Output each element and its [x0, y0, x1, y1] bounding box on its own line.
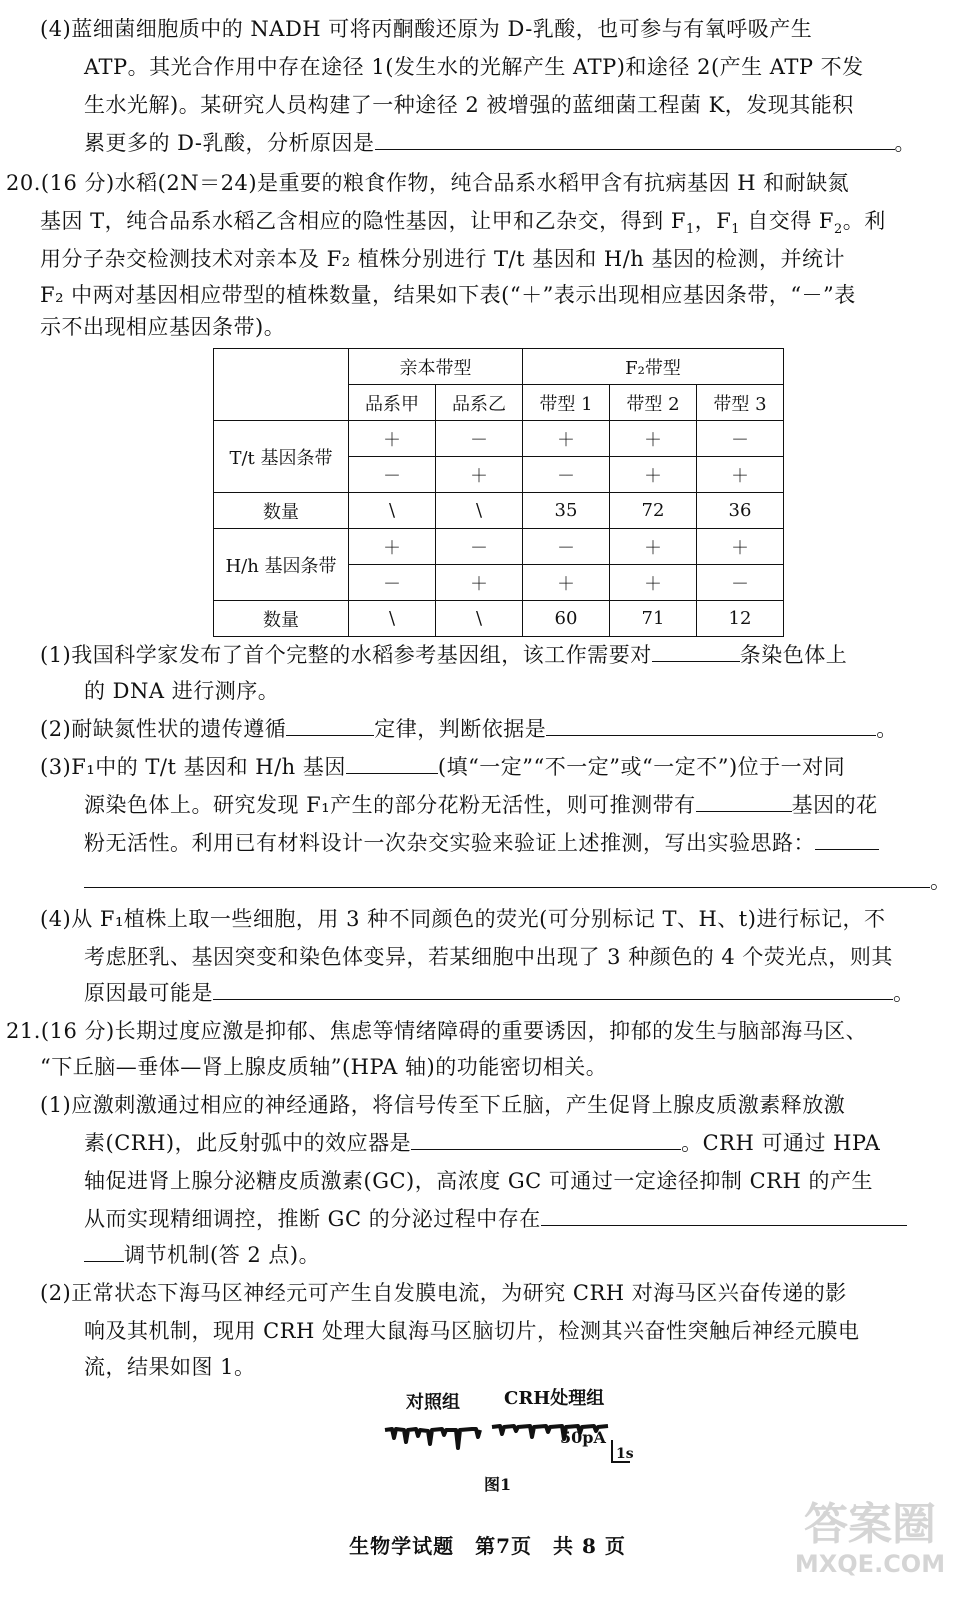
answer-blank[interactable]: [815, 829, 879, 850]
scale-s-label: 1s: [616, 1446, 634, 1462]
q20-4-line3: 原因最可能是 。: [84, 981, 915, 1005]
row-count-label: 数量: [214, 601, 349, 637]
watermark-text-top: 答案圈: [804, 1499, 936, 1550]
answer-blank[interactable]: [541, 1205, 907, 1226]
table-row: [214, 493, 784, 529]
q21-line1: 21.(16 分)长期过度应激是抑郁、焦虑等情绪障碍的重要诱因，抑郁的发生与脑部海马区、: [6, 1019, 868, 1043]
q21-1-line3: 轴促进肾上腺分泌糖皮质激素(GC)，高浓度 GC 可通过一定途径抑制 CRH 的产生: [84, 1169, 873, 1193]
answer-blank[interactable]: [411, 1129, 681, 1150]
q21-1-line4: 从而实现精细调控，推断 GC 的分泌过程中存在: [84, 1204, 907, 1234]
cell: \: [436, 601, 523, 637]
q20-line3: 用分子杂交检测技术对亲本及 F₂ 植株分别进行 T/t 基因和 H/h 基因的检测，并统计: [40, 247, 845, 271]
header-parent: 亲本带型: [349, 349, 523, 385]
answer-blank[interactable]: [286, 715, 374, 736]
answer-blank[interactable]: [84, 867, 930, 888]
col-band2: 带型 2: [610, 385, 697, 421]
q21-1-line2: 素(CRH)，此反射弧中的效应器是 。CRH 可通过 HPA: [84, 1131, 881, 1155]
cell: －: [436, 421, 523, 457]
table-corner: [214, 349, 349, 421]
cell: ＋: [610, 565, 697, 601]
current-trace: [380, 1410, 650, 1490]
q21-1-line5: 调节机制(答 2 点)。: [84, 1240, 320, 1270]
q21-2-line1: (2)正常状态下海马区神经元可产生自发膜电流，为研究 CRH 对海马区兴奋传递的影: [40, 1281, 847, 1305]
col-band3: 带型 3: [697, 385, 784, 421]
q20-1-line1: (1)我国科学家发布了首个完整的水稻参考基因组，该工作需要对 条染色体上: [40, 643, 848, 667]
col-band1: 带型 1: [523, 385, 610, 421]
cell: 12: [697, 601, 784, 637]
answer-blank[interactable]: [546, 715, 876, 736]
cell: －: [349, 457, 436, 493]
watermark-text-bottom: MXQE.COM: [794, 1550, 946, 1578]
col-yi: 品系乙: [436, 385, 523, 421]
q19-4-line1: (4)蓝细菌细胞质中的 NADH 可将丙酮酸还原为 D-乳酸，也可参与有氧呼吸产生: [40, 17, 813, 41]
col-jia: 品系甲: [349, 385, 436, 421]
table-row: [214, 601, 784, 637]
q20-4-line1: (4)从 F₁植株上取一些细胞，用 3 种不同颜色的荧光(可分别标记 T、H、t)进行标记，不: [40, 907, 886, 931]
cell: 35: [523, 493, 610, 529]
cell: ＋: [349, 529, 436, 565]
q21-2-line3: 流，结果如图 1。: [84, 1355, 256, 1379]
q21-1-line1: (1)应激刺激通过相应的神经通路，将信号传至下丘脑，产生促肾上腺皮质激素释放激: [40, 1093, 846, 1117]
row-count-label: 数量: [214, 493, 349, 529]
cell: －: [697, 421, 784, 457]
control-group-label: 对照组: [406, 1392, 460, 1413]
cell: \: [349, 493, 436, 529]
q19-4-line4: 累更多的 D-乳酸，分析原因是 。: [84, 131, 916, 155]
cell: ＋: [523, 421, 610, 457]
cell: ＋: [436, 457, 523, 493]
q19-4-line2: ATP。其光合作用中存在途径 1(发生水的光解产生 ATP)和途径 2(产生 ATP 不发: [84, 55, 864, 79]
answer-blank[interactable]: [346, 753, 438, 774]
answer-blank[interactable]: [375, 129, 895, 150]
q20-4-line2: 考虑胚乳、基因突变和染色体变异，若某细胞中出现了 3 种颜色的 4 个荧光点，则其: [84, 945, 893, 969]
answer-blank[interactable]: [84, 1241, 124, 1262]
q20-3-line1: (3)F₁中的 T/t 基因和 H/h 基因 (填“一定”“不一定”或“一定不”)位于一对同: [40, 755, 846, 779]
watermark: [775, 1488, 965, 1588]
control-trace: [385, 1429, 480, 1448]
cell: \: [349, 601, 436, 637]
answer-blank[interactable]: [696, 791, 792, 812]
page-footer: 生物学试题 第7页 共 8 页: [349, 1534, 626, 1558]
cell: ＋: [610, 457, 697, 493]
q20-3-line4: 。: [84, 866, 952, 896]
q20-2-line: (2)耐缺氮性状的遗传遵循 定律，判断依据是 。: [40, 717, 898, 741]
cell: －: [436, 529, 523, 565]
q20-line4: F₂ 中两对基因相应带型的植株数量，结果如下表(“＋”表示出现相应基因条带，“－”表: [40, 283, 856, 307]
row-hh-label: H/h 基因条带: [214, 529, 349, 601]
answer-blank[interactable]: [652, 641, 740, 662]
q21-2-line2: 响及其机制，现用 CRH 处理大鼠海马区脑切片，检测其兴奋性突触后神经元膜电: [84, 1319, 860, 1343]
cell: －: [349, 565, 436, 601]
table-row: [214, 529, 784, 565]
cell: ＋: [523, 565, 610, 601]
crh-group-label: CRH处理组: [504, 1388, 605, 1409]
cell: ＋: [349, 421, 436, 457]
q20-3-line3: 粉无活性。利用已有材料设计一次杂交实验来验证上述推测，写出实验思路：: [84, 828, 879, 858]
q20-line1: 20.(16 分)水稻(2N＝24)是重要的粮食作物，纯合品系水稻甲含有抗病基因 H 和耐缺氮: [6, 171, 850, 195]
band-table: [213, 348, 784, 637]
cell: ＋: [610, 529, 697, 565]
header-f2: F₂带型: [523, 349, 784, 385]
cell: ＋: [697, 529, 784, 565]
q20-1-line2: 的 DNA 进行测序。: [84, 679, 280, 703]
scale-pa-label: 50pA: [560, 1428, 606, 1447]
cell: 71: [610, 601, 697, 637]
table-row: [214, 421, 784, 457]
row-tt-label: T/t 基因条带: [214, 421, 349, 493]
q20-line5: 示不出现相应基因条带)。: [40, 315, 286, 339]
figure-1: [380, 1388, 650, 1498]
cell: －: [523, 457, 610, 493]
cell: 36: [697, 493, 784, 529]
cell: ＋: [697, 457, 784, 493]
answer-blank[interactable]: [213, 979, 893, 1000]
figure-caption: 图1: [484, 1475, 512, 1494]
q20-3-line2: 源染色体上。研究发现 F₁产生的部分花粉无活性，则可推测带有 基因的花: [84, 793, 878, 817]
q20-line2: 基因 T，纯合品系水稻乙含相应的隐性基因，让甲和乙杂交，得到 $F_1$，$F_1$ 自交得 $F_2$。利: [40, 209, 886, 238]
cell: 60: [523, 601, 610, 637]
cell: ＋: [436, 565, 523, 601]
cell: 72: [610, 493, 697, 529]
q19-4-line3: 生水光解)。某研究人员构建了一种途径 2 被增强的蓝细菌工程菌 K，发现其能积: [84, 93, 854, 117]
cell: －: [523, 529, 610, 565]
cell: －: [697, 565, 784, 601]
q21-line2: “下丘脑—垂体—肾上腺皮质轴”(HPA 轴)的功能密切相关。: [40, 1055, 608, 1079]
cell: ＋: [610, 421, 697, 457]
cell: \: [436, 493, 523, 529]
